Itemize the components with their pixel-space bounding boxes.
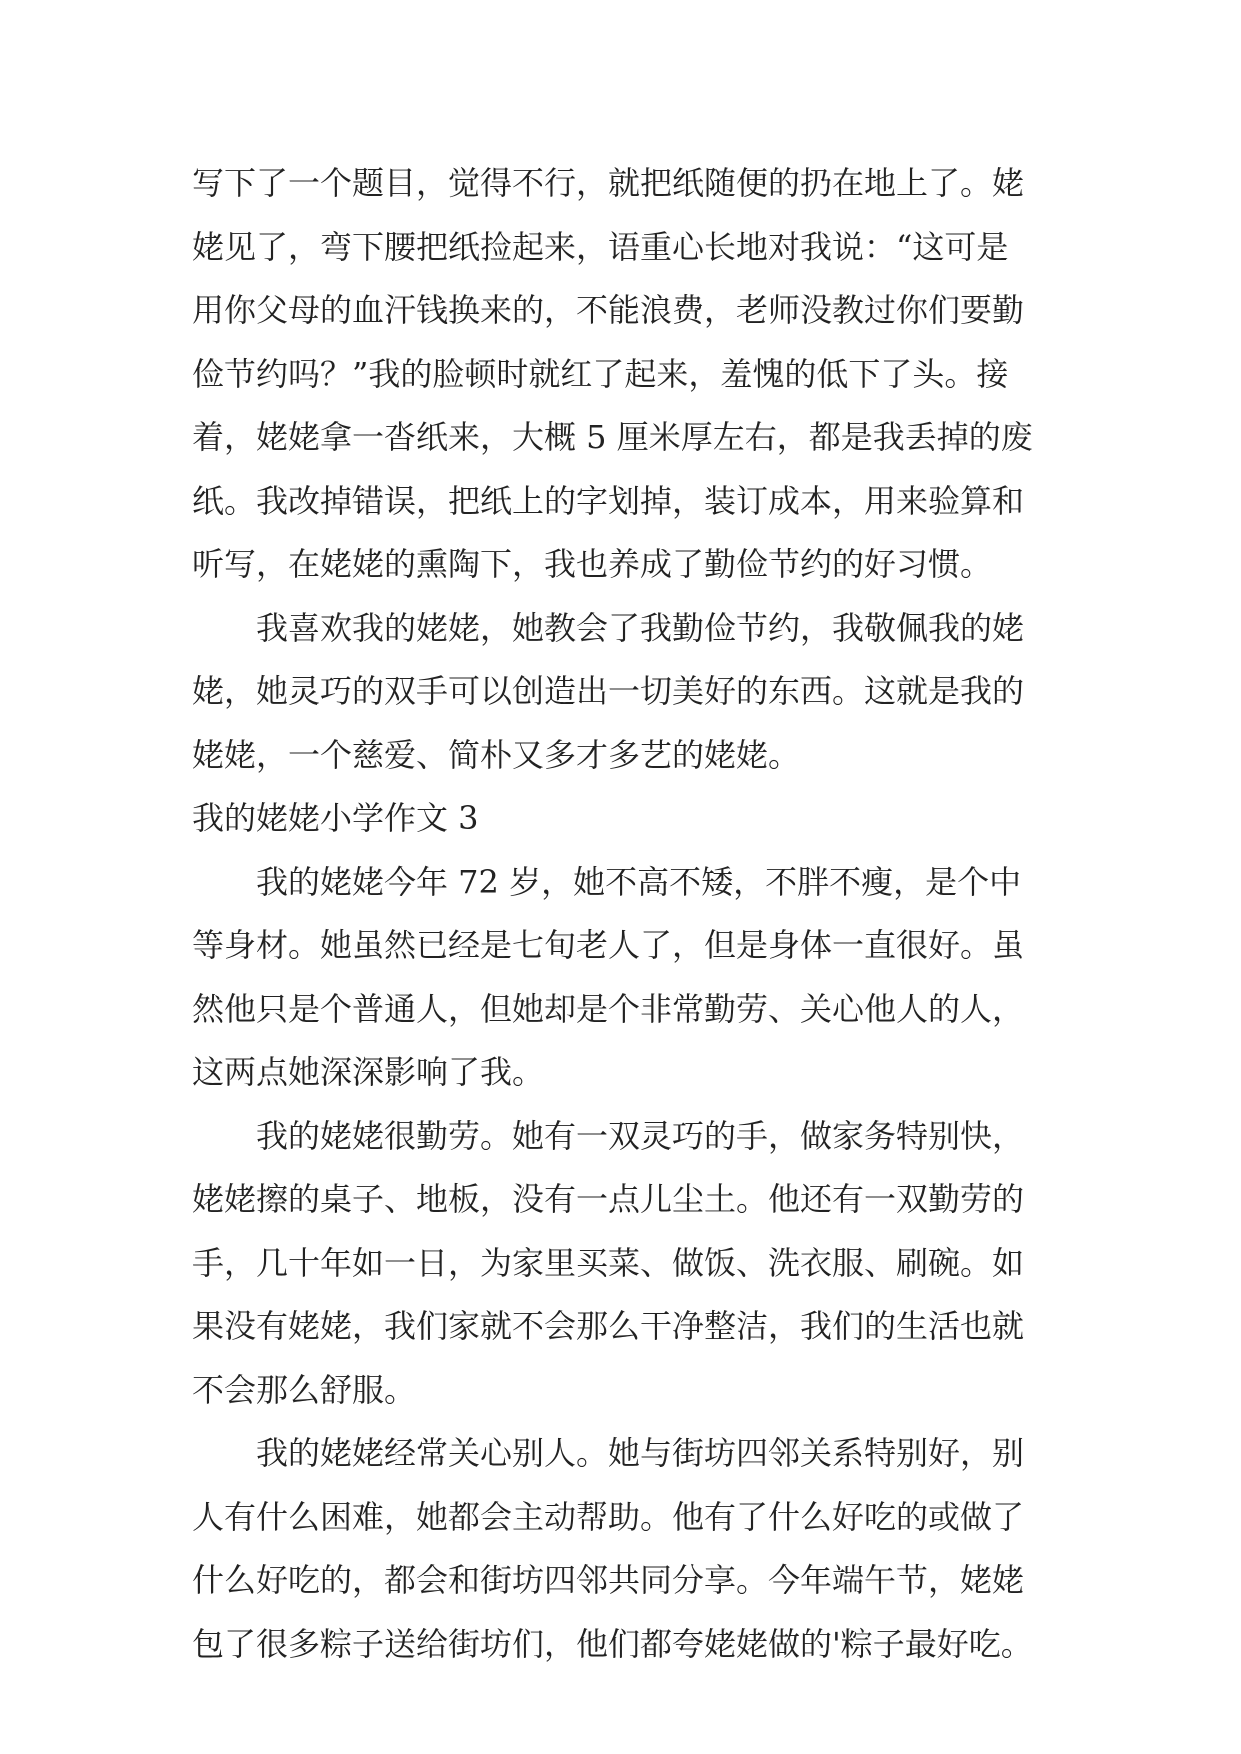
text-line: 我的姥姥今年 72 岁，她不高不矮，不胖不瘦，是个中 — [256, 862, 1022, 901]
text-line: 等身材。她虽然已经是七旬老人了，但是身体一直很好。虽 — [192, 926, 1025, 964]
text-line: 我的姥姥经常关心别人。她与街坊四邻关系特别好，别 — [256, 1434, 1025, 1472]
text-line: 我的姥姥很勤劳。她有一双灵巧的手，做家务特别快， — [256, 1116, 1025, 1155]
text-line: 姥，她灵巧的双手可以创造出一切美好的东西。这就是我的 — [192, 672, 1025, 710]
text-line: 果没有姥姥，我们家就不会那么干净整洁，我们的生活也就 — [192, 1307, 1025, 1345]
text-line: 写下了一个题目，觉得不行，就把纸随便的扔在地上了。姥 — [192, 164, 1025, 202]
text-line: 手，几十年如一日，为家里买菜、做饭、洗衣服、刷碗。如 — [192, 1243, 1025, 1282]
paragraph-2 — [192, 597, 1092, 788]
paragraph-4 — [192, 1105, 1092, 1423]
heading-text: 我的姥姥小学作文 3 — [192, 799, 479, 837]
text-line: 不会那么舒服。 — [192, 1370, 417, 1409]
text-line: 包了很多粽子送给街坊们，他们都夸姥姥做的'粽子最好吃。 — [192, 1624, 1033, 1663]
document-body — [192, 152, 1092, 1676]
section-heading — [192, 787, 1092, 851]
text-line: 听写，在姥姥的熏陶下，我也养成了勤俭节约的好习惯。 — [192, 545, 993, 583]
text-line: 纸。我改掉错误，把纸上的字划掉，装订成本，用来验算和 — [192, 481, 1025, 520]
paragraph-5 — [192, 1422, 1092, 1676]
text-line: 然他只是个普通人，但她却是个非常勤劳、关心他人的人， — [192, 989, 1025, 1028]
text-line: 着，姥姥拿一沓纸来，大概 5 厘米厚左右，都是我丢掉的废 — [192, 418, 1033, 456]
text-line: 俭节约吗？”我的脸顿时就红了起来，羞愧的低下了头。接 — [192, 354, 1009, 393]
text-line: 用你父母的血汗钱换来的，不能浪费，老师没教过你们要勤 — [192, 291, 1025, 329]
text-line: 这两点她深深影响了我。 — [192, 1053, 545, 1091]
text-line: 姥姥，一个慈爱、简朴又多才多艺的姥姥。 — [192, 735, 801, 774]
text-line: 姥姥擦的桌子、地板，没有一点儿尘土。他还有一双勤劳的 — [192, 1180, 1025, 1218]
text-line: 什么好吃的，都会和街坊四邻共同分享。今年端午节，姥姥 — [192, 1561, 1025, 1599]
paragraph-3 — [192, 851, 1092, 1105]
text-line: 我喜欢我的姥姥，她教会了我勤俭节约，我敬佩我的姥 — [256, 608, 1025, 647]
text-line: 姥见了，弯下腰把纸捡起来，语重心长地对我说：“这可是 — [192, 227, 1009, 266]
paragraph-1 — [192, 152, 1092, 597]
text-line: 人有什么困难，她都会主动帮助。他有了什么好吃的或做了 — [192, 1497, 1025, 1536]
